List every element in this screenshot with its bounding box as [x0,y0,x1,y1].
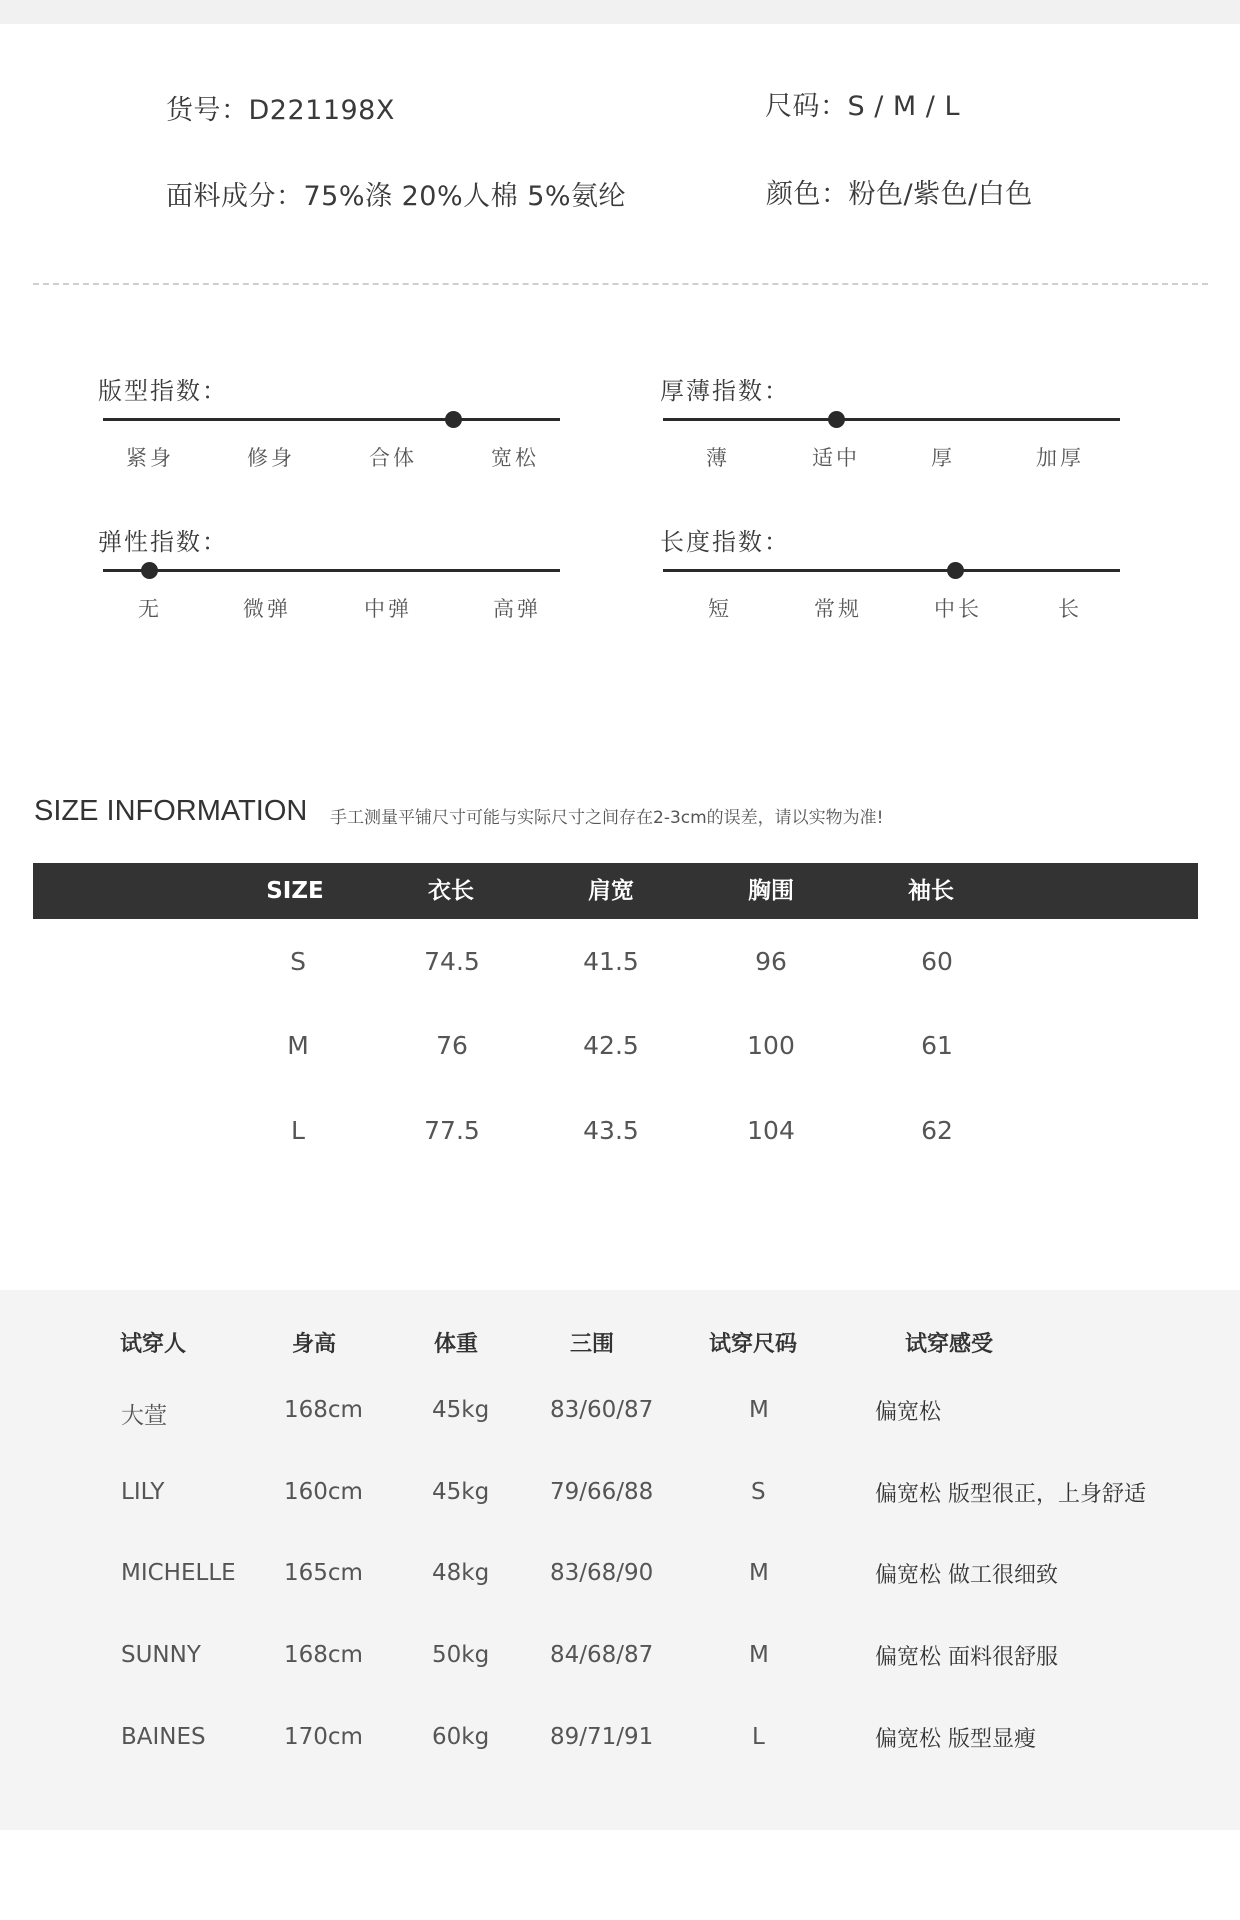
fit-index-label: 宽松 [491,446,539,470]
tryon-cell: 48kg [432,1560,490,1586]
tryon-cell: M [749,1642,769,1668]
tryon-header-cell: 三围 [570,1332,615,1357]
available-sizes: 尺码：S / M / L [765,91,960,122]
tryon-cell: 168cm [284,1642,363,1668]
fit-index-title: 版型指数： [98,377,228,405]
table-cell: 62 [921,1116,953,1145]
tryon-feedback: 偏宽松 面料很舒服 [875,1645,1058,1670]
tryon-cell: 89/71/91 [550,1724,654,1750]
fabric-composition: 面料成分：75%涤 20%人棉 5%氨纶 [166,181,627,212]
fit-index-label: 修身 [247,446,295,470]
length-index-title: 长度指数： [660,528,790,556]
fit-index-marker [445,411,462,428]
size-table-header-cell: 衣长 [428,878,474,904]
tryon-cell: 79/66/88 [550,1479,654,1505]
size-info-note: 手工测量平铺尺寸可能与实际尺寸之间存在2-3cm的误差，请以实物为准! [330,808,884,828]
tryon-panel [0,1290,1240,1830]
tryon-cell: LILY [121,1479,165,1505]
tryon-cell: 83/68/90 [550,1560,654,1586]
thickness-index-title: 厚薄指数： [660,377,790,405]
thickness-index-label: 适中 [812,446,860,470]
tryon-header-cell: 试穿感受 [905,1332,994,1357]
tryon-cell: M [749,1560,769,1586]
tryon-cell: 60kg [432,1724,490,1750]
tryon-cell: 170cm [284,1724,363,1750]
tryon-header-cell: 试穿人 [120,1332,187,1357]
tryon-cell: S [751,1479,766,1505]
thickness-index-label: 薄 [706,446,730,470]
tryon-cell: MICHELLE [121,1560,236,1586]
elasticity-index-label: 中弹 [364,597,412,621]
tryon-cell: BAINES [121,1724,206,1750]
section-divider [33,283,1208,285]
tryon-cell: 160cm [284,1479,363,1505]
table-cell: 76 [436,1031,468,1060]
table-cell: 42.5 [583,1031,639,1060]
available-colors: 颜色：粉色/紫色/白色 [766,179,1033,210]
thickness-index-marker [828,411,845,428]
tryon-cell: 84/68/87 [550,1642,654,1668]
tryon-cell: 45kg [432,1397,490,1423]
table-cell: L [291,1116,305,1145]
fit-index-label: 紧身 [126,446,174,470]
tryon-cell: 83/60/87 [550,1397,654,1423]
thickness-index-label: 加厚 [1036,446,1084,470]
tryon-cell: SUNNY [121,1642,201,1668]
tryon-header-cell: 身高 [292,1332,337,1357]
tryon-feedback: 偏宽松 做工很细致 [875,1563,1058,1588]
table-cell: 77.5 [424,1116,480,1145]
fit-index-track [103,418,560,421]
elasticity-index-label: 微弹 [243,597,291,621]
top-band [0,0,1240,24]
thickness-index-label: 厚 [931,446,955,470]
size-table-header-cell: 袖长 [908,878,954,904]
elasticity-index-title: 弹性指数： [98,528,228,556]
table-cell: 100 [747,1031,795,1060]
table-cell: S [290,947,306,976]
tryon-feedback: 偏宽松 版型很正，上身舒适 [875,1482,1146,1507]
thickness-index-track [663,418,1120,421]
length-index-marker [947,562,964,579]
table-cell: 41.5 [583,947,639,976]
table-cell: 96 [755,947,787,976]
tryon-cell: L [752,1724,765,1750]
elasticity-index-marker [141,562,158,579]
tryon-cell: 165cm [284,1560,363,1586]
tryon-header-cell: 试穿尺码 [709,1332,798,1357]
tryon-feedback: 偏宽松 版型显瘦 [875,1727,1036,1752]
table-cell: 60 [921,947,953,976]
elasticity-index-label: 无 [138,597,162,621]
size-table-header-cell: 肩宽 [588,878,634,904]
tryon-cell: 50kg [432,1642,490,1668]
tryon-cell: 大萱 [121,1403,167,1429]
table-cell: 104 [747,1116,795,1145]
table-cell: M [287,1031,309,1060]
tryon-header-cell: 体重 [434,1332,479,1357]
length-index-label: 中长 [934,597,982,621]
size-table-header-cell: SIZE [266,878,324,904]
size-table-header [33,863,1198,919]
table-cell: 61 [921,1031,953,1060]
length-index-label: 常规 [814,597,862,621]
size-info-heading: SIZE INFORMATION [34,795,308,827]
length-index-label: 短 [708,597,732,621]
tryon-cell: M [749,1397,769,1423]
table-cell: 43.5 [583,1116,639,1145]
tryon-feedback: 偏宽松 [875,1400,942,1425]
tryon-cell: 45kg [432,1479,490,1505]
tryon-cell: 168cm [284,1397,363,1423]
elasticity-index-track [103,569,560,572]
elasticity-index-label: 高弹 [493,597,541,621]
fit-index-label: 合体 [369,446,417,470]
item-number: 货号：D221198X [166,95,395,126]
length-index-track [663,569,1120,572]
size-table-header-cell: 胸围 [748,878,794,904]
table-cell: 74.5 [424,947,480,976]
length-index-label: 长 [1058,597,1082,621]
